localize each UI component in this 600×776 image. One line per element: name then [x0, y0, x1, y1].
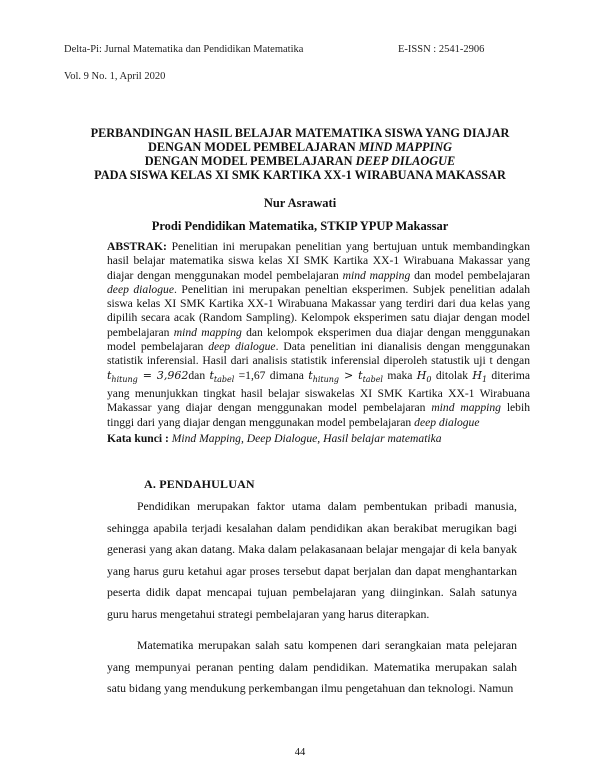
keywords-label: Kata kunci :	[107, 432, 169, 445]
keywords-list: Mind Mapping, Deep Dialogue, Hasil belajar matematika	[168, 432, 442, 445]
math-t-tabel: $t_{tabel}$	[209, 368, 235, 384]
page-number: 44	[294, 747, 306, 758]
title-line-3: DENGAN MODEL PEMBELAJARAN DEEP DILAOGUE	[144, 154, 456, 168]
math-h1: $H_1$	[472, 368, 488, 384]
abstract: ABSTRAK: Penelitian ini merupakan penelitian yang bertujuan untuk membandingkan hasil belajar matematika siswa kelas XI SMK Kartika XX-1 Wirabuana Makassar yang diajar dengan menggunakan model pembelajaran mind mapping dan model pembelajaran deep dialogue. Penelitian ini merupakan peneltian eksperimen. Subjek penelitian adalah siswa kelas XI SMK Kartika XX-1 Wirabuana Makassar yang terdiri dari dua kelas yang dipilih secara acak (Random Sampling). Kelompok eksperimen satu diajar dengan model pembelajaran mind mapping dan kelompok eksperimen dua diajar dengan menggunakan model pembelajaran deep dialogue. Data penelitian ini dianalisis dengan menggunakan statistik inferensial. Hasil dari analisis statistik inferensial diperoleh statustik uji t dengan $t_{hitung} = 3,962dan$ $t_{tabel} =1,67$ dimana $t_{hitung} > t_{tabel}$ maka $H_0$ ditolak $H_1$ diterima yang menunjukkan tingkat hasil belajar siswakelas XI SMK Kartika XX-1 Wirabuana Makassar yang diajar dengan menggunakan model pembelajaran mind mapping lebih tinggi dari yang diajar dengan menggunakan model pembelajaran deep dialogue	[107, 240, 531, 429]
math-inequality: $t_{hitung} > t_{tabel}$	[308, 368, 383, 384]
journal-name: Delta-Pi: Jurnal Matematika dan Pendidikan Matematika	[64, 44, 304, 55]
issn: E-ISSN : 2541-2906	[398, 44, 485, 55]
volume-info: Vol. 9 No. 1, April 2020	[64, 71, 166, 82]
title-line-2: DENGAN MODEL PEMBELAJARAN MIND MAPPING	[147, 140, 453, 154]
affiliation: Prodi Pendidikan Matematika, STKIP YPUP Makassar	[151, 219, 449, 233]
author-name: Nur Asrawati	[263, 196, 337, 210]
keywords	[107, 432, 530, 445]
math-h0: $H_0$	[416, 368, 432, 384]
abstract-label: ABSTRAK:	[107, 240, 167, 253]
paragraph: Matematika merupakan salah satu kompenen dari serangkaian mata pelejaran yang mempunyai peranan penting dalam pendidikan. Matematika merupakan salah satu bidang yang mendukung perkembangan ilmu pengetahuan dan teknologi. Namun	[107, 638, 517, 695]
section-heading: A. PENDAHULUAN	[144, 477, 255, 491]
math-t-hitung: $t_{hitung} = 3,962$	[107, 368, 189, 384]
title-line-4: PADA SISWA KELAS XI SMK KARTIKA XX-1 WIRABUANA MAKASSAR	[94, 168, 506, 182]
paragraph: Pendidikan merupakan faktor utama dalam pembentukan pribadi manusia, sehingga apabila terjadi kesalahan dalam pendidikan akan berakibat merugikan bagi generasi yang akan datang. Maka dalam pelakasanaan belajar mengajar di kela banyak yang harus guru ketahui agar proses tersebut dapat berjalan dan dapat menghantarkan peserta didik dapat mencapai tujuan pembelajaran yang diinginkan. Salah satunya guru harus mengetahui strategi pembelajaran yang harus diterapkan.	[107, 499, 517, 621]
body-text	[107, 496, 517, 710]
paper-title	[60, 126, 540, 182]
title-line-1: PERBANDINGAN HASIL BELAJAR MATEMATIKA SISWA YANG DIAJAR	[90, 126, 510, 140]
